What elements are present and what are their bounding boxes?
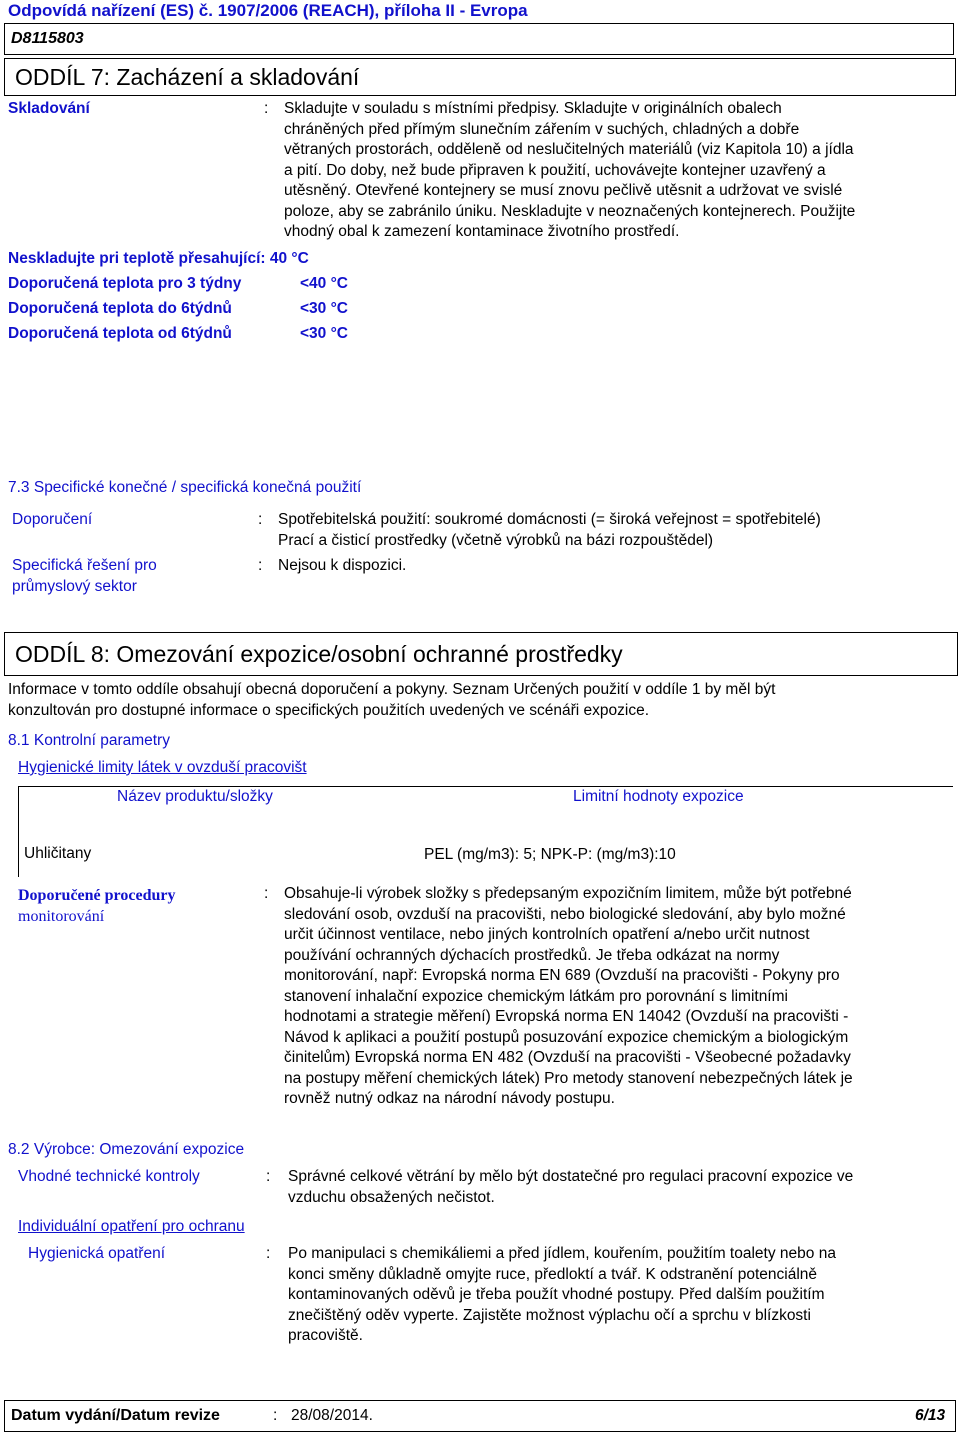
temperature-until-6-weeks-value: <30 °C	[300, 300, 348, 317]
hygiene-line: znečištěný oděv vyperte. Zajistěte možnost výplachu očí a sprchu v blízkosti	[288, 1306, 811, 1324]
intro-line: konzultován pro dostupné informace o specifických použitích uvedených ve scénáři expozice.	[8, 701, 650, 719]
table-row-limits: PEL (mg/m3): 5; NPK-P: (mg/m3):10	[424, 846, 676, 863]
table-row-product: Uhličitany	[24, 845, 92, 862]
industrial-colon: :	[258, 557, 263, 574]
footer-page-number: 6/13	[915, 1407, 946, 1424]
subsection-8-2-heading: 8.2 Výrobce: Omezování expozice	[8, 1141, 245, 1158]
monitoring-label-line: Doporučené procedury	[18, 887, 176, 904]
recommendation-label: Doporučení	[12, 511, 93, 528]
footer-colon: :	[273, 1407, 278, 1424]
individual-protection-heading: Individuální opatření pro ochranu	[18, 1218, 245, 1235]
subsection-7-3-heading: 7.3 Specifické konečné / specifická konečná použití	[8, 479, 362, 496]
monitoring-line: činitelům) Evropská norma EN 482 (Ovzduší na pracovišti - Všeobecné požadavky	[284, 1049, 851, 1066]
document-id: D8115803	[11, 30, 84, 47]
temperature-from-6-weeks-label: Doporučená teplota od 6týdnů	[8, 325, 232, 342]
section-8-title: ODDÍL 8: Omezování expozice/osobní ochranné prostředky	[15, 641, 623, 667]
temperature-max-label: Neskladujte pri teplotě přesahující: 40 °C	[8, 250, 309, 267]
monitoring-line: na postupy měření chemických látek) Pro metody stanovení nebezpečných látek je	[284, 1069, 853, 1087]
monitoring-line: Návod k aplikaci a použití postupů posuzování expozice chemickým a biologickým	[284, 1028, 849, 1046]
storage-text	[284, 99, 954, 243]
hygiene-line: kontaminovaných oděvů je třeba použít vhodné postupy. Před dalším použitím	[288, 1286, 825, 1303]
storage-line: vhodný obal k zamezení kontaminace životního prostředí.	[284, 223, 680, 240]
monitoring-colon: :	[264, 885, 269, 902]
technical-controls-line: Správné celkové větrání by mělo být dostatečné pro regulaci pracovní expozice ve	[288, 1168, 854, 1185]
monitoring-line: hodnotami a strategie měření) Evropská norma EN 14042 (Ovzduší na pracovišti -	[284, 1008, 849, 1025]
technical-controls-text	[288, 1167, 853, 1208]
storage-line: poloze, aby se zabránilo úniku. Neskladujte v neoznačených kontejnerech. Použijte	[284, 202, 856, 220]
footer-box	[4, 1400, 956, 1432]
document-id-box	[4, 23, 954, 55]
monitoring-line: sledování osob, ovzduší na pracovišti, nebo biologické sledování, aby bylo možné	[284, 905, 846, 923]
hygiene-line: konci směny důkladně omyjte ruce, předloktí a tvář. K odstranění potenciálně	[288, 1265, 818, 1283]
column-header-limits: Limitní hodnoty expozice	[573, 788, 744, 805]
section-7-title: ODDÍL 7: Zacházení a skladování	[15, 64, 360, 90]
industrial-label-line: průmyslový sektor	[12, 577, 137, 595]
temperature-until-6-weeks-label: Doporučená teplota do 6týdnů	[8, 300, 232, 317]
storage-colon: :	[264, 100, 269, 117]
industrial-label-line: Specifická řešení pro	[12, 557, 157, 574]
exposure-limits-table-title: Hygienické limity látek v ovzduší pracovišt	[18, 759, 307, 776]
hygiene-line: pracoviště.	[288, 1327, 363, 1344]
section-7-title-box	[4, 58, 956, 96]
industrial-value: Nejsou k dispozici.	[278, 557, 407, 574]
monitoring-line: stanovení inhalační expozice chemickým látkám pro porovnání s limitními	[284, 987, 788, 1005]
section-8-title-box	[4, 632, 958, 676]
monitoring-line: používání ochranných dýchacích prostředků. Je třeba odkázat na normy	[284, 946, 780, 964]
regulation-header: Odpovídá nařízení (ES) č. 1907/2006 (REACH), příloha II - Evropa	[8, 1, 528, 20]
monitoring-label	[18, 886, 175, 927]
storage-line: Skladujte v souladu s místními předpisy. Skladujte v originálních obalech	[284, 100, 782, 117]
section-8-intro	[8, 680, 775, 721]
storage-line: utěsněný. Otevřené kontejnery se musí znovu pečlivě utěsnit a udržovat ve svislé	[284, 182, 843, 199]
technical-controls-label: Vhodné technické kontroly	[18, 1168, 200, 1185]
storage-label: Skladování	[8, 100, 90, 117]
footer-revision-date: 28/08/2014.	[291, 1407, 373, 1424]
recommendation-text	[278, 510, 821, 551]
hygiene-measures-text	[288, 1244, 836, 1347]
monitoring-line: Obsahuje-li výrobek složky s předepsaným expozičním limitem, může být potřebné	[284, 885, 852, 902]
intro-line: Informace v tomto oddíle obsahují obecná doporučení a pokyny. Seznam Určených použití v oddíle 1 by měl být	[8, 681, 776, 698]
recommendation-colon: :	[258, 511, 263, 528]
industrial-label	[12, 556, 157, 597]
monitoring-line: monitorování, např: Evropská norma EN 689 (Ovzduší na pracovišti - Pokyny pro	[284, 967, 840, 984]
technical-controls-colon: :	[266, 1168, 271, 1185]
recommendation-line: Prací a čisticí prostředky (včetně výrobků na bázi rozpouštědel)	[278, 531, 714, 549]
hygiene-measures-colon: :	[266, 1245, 271, 1262]
temperature-3-weeks-label: Doporučená teplota pro 3 týdny	[8, 275, 242, 292]
monitoring-line: rovněž nutný odkaz na národní návody postupu.	[284, 1090, 615, 1107]
temperature-from-6-weeks-value: <30 °C	[300, 325, 348, 342]
storage-line: chráněných před přímým slunečním zářením v suchých, chladných a dobře	[284, 120, 800, 138]
technical-controls-line: vzduchu obsažených nečistot.	[288, 1188, 495, 1206]
monitoring-text	[284, 884, 952, 1110]
hygiene-measures-label: Hygienická opatření	[28, 1245, 165, 1262]
monitoring-label-line: monitorování	[18, 907, 105, 925]
storage-line: větraných prostorách, odděleně od neslučitelných materiálů (viz Kapitola 10) a jídla	[284, 141, 854, 158]
subsection-8-1-heading: 8.1 Kontrolní parametry	[8, 732, 170, 749]
footer-revision-label: Datum vydání/Datum revize	[11, 1407, 220, 1424]
temperature-3-weeks-value: <40 °C	[300, 275, 348, 292]
storage-line: a pití. Do doby, než bude připraven k použití, uchovávejte kontejner uzavřený a	[284, 161, 826, 179]
hygiene-line: Po manipulaci s chemikáliemi a před jídlem, kouřením, použitím toalety nebo na	[288, 1245, 836, 1262]
monitoring-line: určit účinnost ventilace, nebo jiných kontrolních opatření a/nebo určit nutnost	[284, 926, 810, 943]
recommendation-line: Spotřebitelská použití: soukromé domácnosti (= široká veřejnost = spotřebitelé)	[278, 511, 821, 528]
column-header-product: Název produktu/složky	[117, 788, 273, 805]
